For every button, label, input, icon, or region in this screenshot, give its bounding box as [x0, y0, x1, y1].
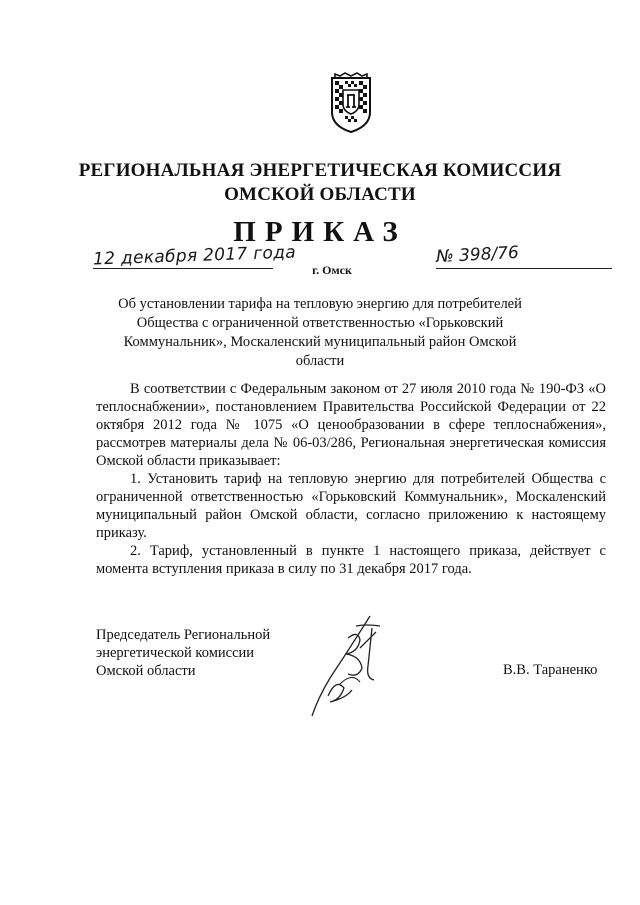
handwritten-signature	[300, 608, 410, 720]
signatory-title-line: Омской области	[96, 663, 196, 679]
organization-name-line1: РЕГИОНАЛЬНАЯ ЭНЕРГЕТИЧЕСКАЯ КОМИССИЯ	[78, 160, 562, 181]
document-date: 12 декабря 2017 года	[92, 242, 297, 270]
signatory-title-line: энергетической комиссии	[96, 645, 255, 661]
body-paragraph: 2. Тариф, установленный в пункте 1 настоящего приказа, действует с момента вступления приказа в силу по 31 декабря 2017 года.	[96, 543, 606, 577]
signatory-title-line: Председатель Региональной	[96, 627, 271, 643]
document-title: ПРИКАЗ	[233, 216, 407, 248]
signatory-name: В.В. Тараненко	[503, 662, 598, 678]
body-paragraph: В соответствии с Федеральным законом от 27 июля 2010 года № 190-ФЗ «О теплоснабжении», постановлением Правительства Российской Федерации от 22 октября 2012 года № 1075 «О ценообразовании в сфере теплоснабжения», рассмотрев материалы дела № 06-03/286, Региональная энергетическая комиссия Омской области приказывает:	[96, 381, 606, 469]
document-subject: Об установлении тарифа на тепловую энергию для потребителей Общества с ограниченной ответственностью «Горьковский Коммунальник», Москаленский муниципальный район Омской области	[118, 296, 522, 369]
document-body	[96, 380, 606, 578]
body-paragraph: 1. Установить тариф на тепловую энергию для потребителей Общества с ограниченной ответственностью «Горьковский Коммунальник», Москаленский муниципальный район Омской области, согласно приложению к настоящему приказу.	[96, 471, 606, 541]
coat-of-arms-icon	[329, 72, 373, 134]
organization-name-line2: ОМСКОЙ ОБЛАСТИ	[224, 184, 416, 205]
signatory-title	[96, 626, 270, 680]
document-city: г. Омск	[312, 263, 352, 277]
document-number: № 398/76	[435, 242, 520, 268]
